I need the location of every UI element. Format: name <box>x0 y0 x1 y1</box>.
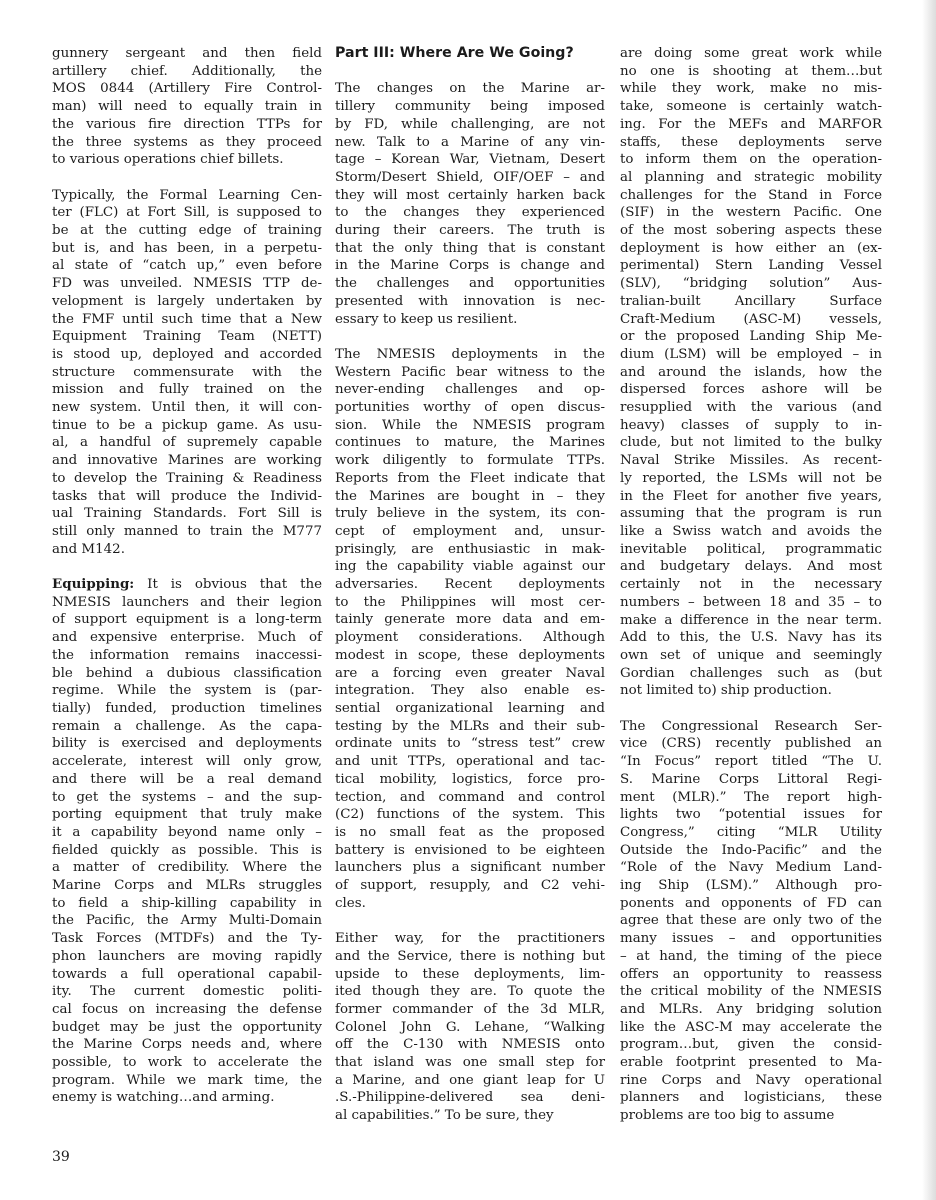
text-line: own set of unique and seemingly <box>620 647 882 663</box>
body-paragraph <box>52 576 322 1107</box>
text-line: the critical mobility of the NMESIS <box>620 984 882 1000</box>
text-line: portunities worthy of open discus- <box>335 400 605 416</box>
text-line: offers an opportunity to reassess <box>620 966 882 982</box>
text-line: NMESIS launchers and their legion <box>52 594 322 610</box>
text-line: they will most certainly harken back <box>335 187 605 203</box>
text-line: dium (LSM) will be employed – in <box>620 346 882 362</box>
text-line: it a capability beyond name only – <box>52 824 322 840</box>
text-line: The Congressional Research Ser- <box>620 718 882 734</box>
text-line: is no small feat as the proposed <box>335 824 605 840</box>
text-line: Reports from the Fleet indicate that <box>335 470 605 486</box>
text-line: still only manned to train the M777 <box>52 523 322 539</box>
text-line: clude, but not limited to the bulky <box>620 435 882 451</box>
text-line: cal focus on increasing the defense <box>52 1001 322 1017</box>
text-line: problems are too big to assume <box>620 1108 835 1124</box>
text-line: to inform them on the operation- <box>620 152 882 168</box>
text-line: tinue to be a pickup game. As usu- <box>52 417 322 433</box>
text-line: agree that these are only two of the <box>620 913 882 929</box>
text-line: make a difference in the near term. <box>620 612 882 628</box>
text-line: Marine Corps and MLRs struggles <box>52 878 322 894</box>
text-line: to get the systems – and the sup- <box>52 789 322 805</box>
text-line: rine Corps and Navy operational <box>620 1072 882 1088</box>
text-line: ing. For the MEFs and MARFOR <box>620 116 882 132</box>
text-line: work diligently to formulate TTPs. <box>335 453 605 469</box>
text-line: ited though they are. To quote the <box>335 984 605 1000</box>
text-line: heavy) classes of supply to in- <box>620 417 882 433</box>
text-line: many issues – and opportunities <box>620 931 882 947</box>
text-line: tection, and command and control <box>335 789 605 805</box>
text-line: the FMF until such time that a New <box>52 311 322 327</box>
text-line: the various fire direction TTPs for <box>52 116 322 132</box>
text-line: presented with innovation is nec- <box>335 293 605 309</box>
text-line: and unit TTPs, operational and tac- <box>335 754 605 770</box>
text-line: never-ending challenges and op- <box>335 382 605 398</box>
text-line: Gordian challenges such as (but <box>620 665 882 681</box>
text-line: mission and fully trained on the <box>52 382 322 398</box>
body-paragraph <box>620 718 882 1125</box>
text-line: Task Forces (MTDFs) and the Ty- <box>52 931 322 947</box>
text-line: ble behind a dubious classification <box>52 665 322 681</box>
text-line: to the changes they experienced <box>335 205 605 221</box>
text-line: by FD, while challenging, are not <box>335 116 605 132</box>
text-line: numbers – between 18 and 35 – to <box>620 594 882 610</box>
text-line: (SLV), “bridging solution” Aus- <box>620 276 882 292</box>
text-line: ity. The current domestic politi- <box>52 984 322 1000</box>
text-line: Either way, for the practitioners <box>335 931 605 947</box>
text-line: be at the cutting edge of training <box>52 223 322 239</box>
text-line: al state of “catch up,” even before <box>52 258 322 274</box>
text-line: resupplied with the various (and <box>620 400 882 416</box>
section-heading: Part III: Where Are We Going? <box>335 45 574 61</box>
text-line: continues to mature, the Marines <box>335 435 605 451</box>
text-line: Add to this, the U.S. Navy has its <box>620 630 882 646</box>
text-line: ordinate units to “stress test” crew <box>335 736 605 752</box>
text-line: cles. <box>335 895 366 911</box>
text-line: program…but, given the consid- <box>620 1037 882 1053</box>
text-line: perimental) Stern Landing Vessel <box>620 258 882 274</box>
text-line: remain a challenge. As the capa- <box>52 718 322 734</box>
text-line: and M142. <box>52 541 125 557</box>
text-line: like the ASC-M may accelerate the <box>620 1019 882 1035</box>
text-line: or the proposed Landing Ship Me- <box>620 329 882 345</box>
text-line: new. Talk to a Marine of any vin- <box>335 134 605 150</box>
text-line: that island was one small step for <box>335 1055 605 1071</box>
text-line: tillery community being imposed <box>335 99 605 115</box>
text-line: during their careers. The truth is <box>335 223 605 239</box>
text-line: tralian-built Ancillary Surface <box>620 293 882 309</box>
text-line: towards a full operational capabil- <box>52 966 322 982</box>
text-line: cept of employment and, unsur- <box>335 523 605 539</box>
text-line: assuming that the program is run <box>620 506 882 522</box>
text-line: prisingly, are enthusiastic in mak- <box>335 541 605 557</box>
text-line: are doing some great work while <box>620 46 882 61</box>
text-line: al capabilities.” To be sure, they <box>335 1108 554 1124</box>
text-line: and budgetary delays. And most <box>620 559 882 575</box>
text-line: challenges for the Stand in Force <box>620 187 882 203</box>
text-line: the three systems as they proceed <box>52 134 322 150</box>
text-line: launchers plus a significant number <box>335 860 605 876</box>
text-line: al planning and strategic mobility <box>620 169 882 185</box>
text-line: lights two “potential issues for <box>620 807 882 823</box>
text-line: ment (MLR).” The report high- <box>620 789 882 805</box>
text-line: ual Training Standards. Fort Sill is <box>52 506 322 522</box>
text-line: a matter of credibility. Where the <box>52 860 322 876</box>
text-line: in the Fleet for another five years, <box>620 488 882 504</box>
text-line: (C2) functions of the system. This <box>335 807 605 823</box>
text-line: ter (FLC) at Fort Sill, is supposed to <box>52 205 322 221</box>
text-line: artillery chief. Additionally, the <box>52 63 322 79</box>
text-line: velopment is largely undertaken by <box>52 293 322 309</box>
text-line: porting equipment that truly make <box>52 807 322 823</box>
text-line: bility is exercised and deployments <box>52 736 322 752</box>
text-line: S. Marine Corps Littoral Regi- <box>620 771 882 787</box>
text-line: regime. While the system is (par- <box>52 683 322 699</box>
text-line: to field a ship-killing capability in <box>52 895 322 911</box>
text-line: of the most sobering aspects these <box>620 223 882 239</box>
body-paragraph <box>620 45 882 700</box>
text-line: to the Philippines will most cer- <box>335 594 605 610</box>
text-line: gunnery sergeant and then field <box>52 46 322 61</box>
text-line: ing Ship (LSM).” Although pro- <box>620 878 882 894</box>
text-line: is stood up, deployed and accorded <box>52 346 322 362</box>
text-line: and around the islands, how the <box>620 364 882 380</box>
page-number: 39 <box>52 1149 70 1165</box>
text-line: truly believe in the system, its con- <box>335 506 605 522</box>
text-line: accelerate, interest will only grow, <box>52 754 322 770</box>
text-line: “In Focus” report titled “The U. <box>620 754 882 770</box>
text-line: staffs, these deployments serve <box>620 134 882 150</box>
text-line: and the Service, there is nothing but <box>335 948 605 964</box>
text-line: a Marine, and one giant leap for U <box>335 1072 605 1088</box>
text-line: and MLRs. Any bridging solution <box>620 1001 882 1017</box>
text-line: in the Marine Corps is change and <box>335 258 605 274</box>
text-line: planners and logisticians, these <box>620 1090 882 1106</box>
text-line: new system. Until then, it will con- <box>52 400 322 416</box>
text-line: Congress,” citing “MLR Utility <box>620 824 882 840</box>
text-line: budget may be just the opportunity <box>52 1019 322 1035</box>
text-line: possible, to work to accelerate the <box>52 1055 322 1071</box>
text-line: phon launchers are moving rapidly <box>52 948 322 964</box>
text-line: battery is envisioned to be eighteen <box>335 842 605 858</box>
body-paragraph <box>52 187 322 559</box>
text-line: MOS 0844 (Artillery Fire Control- <box>52 81 322 97</box>
text-line: off the C-130 with NMESIS onto <box>335 1037 605 1053</box>
text-line: tage – Korean War, Vietnam, Desert <box>335 152 605 168</box>
text-line: the information remains inaccessi- <box>52 647 322 663</box>
text-line: ponents and opponents of FD can <box>620 895 882 911</box>
body-paragraph <box>52 45 322 169</box>
text-line: Typically, the Formal Learning Cen- <box>52 187 322 203</box>
text-line: man) will need to equally train in <box>52 99 322 115</box>
text-line: sion. While the NMESIS program <box>335 417 605 433</box>
text-line: “Role of the Navy Medium Land- <box>620 860 882 876</box>
column-left <box>52 45 322 1125</box>
text-line: former commander of the 3d MLR, <box>335 1001 605 1017</box>
text-line: tially) funded, production timelines <box>52 700 322 716</box>
text-line: Naval Strike Missiles. As recent- <box>620 453 882 469</box>
text-line: are a forcing even greater Naval <box>335 665 605 681</box>
text-line: of support equipment is a long-term <box>52 612 322 628</box>
text-line: Western Pacific bear witness to the <box>335 364 605 380</box>
text-line: Equipment Training Team (NETT) <box>52 329 322 345</box>
text-line: no one is shooting at them…but <box>620 63 882 79</box>
text-line: deployment is how either an (ex- <box>620 240 882 256</box>
text-line: the Pacific, the Army Multi-Domain <box>52 913 322 929</box>
text-line: The changes on the Marine ar- <box>335 81 605 97</box>
text-line: not limited to) ship production. <box>620 683 832 699</box>
text-line: and there will be a real demand <box>52 771 322 787</box>
text-line: fielded quickly as possible. This is <box>52 842 322 858</box>
text-line: while they work, make no mis- <box>620 81 882 97</box>
text-line: Storm/Desert Shield, OIF/OEF – and <box>335 169 605 185</box>
text-line: modest in scope, these deployments <box>335 647 605 663</box>
text-line: integration. They also enable es- <box>335 683 605 699</box>
text-line: The NMESIS deployments in the <box>335 346 605 362</box>
text-line: take, someone is certainly watch- <box>620 99 882 115</box>
text-line: Outside the Indo-Pacific” and the <box>620 842 882 858</box>
text-line: .S.-Philippine-delivered sea deni- <box>335 1090 605 1106</box>
text-line: essary to keep us resilient. <box>335 311 518 327</box>
text-line: Equipping: It is obvious that the <box>52 576 322 593</box>
text-line: ing the capability viable against our <box>335 559 605 575</box>
text-line: ployment considerations. Although <box>335 630 605 646</box>
text-line: that the only thing that is constant <box>335 240 605 256</box>
text-line: testing by the MLRs and their sub- <box>335 718 605 734</box>
page-edge-shadow <box>922 0 936 1200</box>
text-line: tical mobility, logistics, force pro- <box>335 771 605 787</box>
text-line: adversaries. Recent deployments <box>335 577 605 593</box>
text-line: enemy is watching…and arming. <box>52 1090 275 1106</box>
text-line: certainly not in the necessary <box>620 577 882 593</box>
paragraph-lead: Equipping: <box>52 576 135 593</box>
text-line: the Marines are bought in – they <box>335 488 605 504</box>
text-line: and innovative Marines are working <box>52 453 322 469</box>
text-line: of support, resupply, and C2 vehi- <box>335 878 605 894</box>
text-line: to develop the Training & Readiness <box>52 470 322 486</box>
text-line: like a Swiss watch and avoids the <box>620 523 882 539</box>
text-line: (SIF) in the western Pacific. One <box>620 205 882 221</box>
text-line: to various operations chief billets. <box>52 152 284 168</box>
text-line: al, a handful of supremely capable <box>52 435 322 451</box>
text-line: ly reported, the LSMs will not be <box>620 470 882 486</box>
text-line: dispersed forces ashore will be <box>620 382 882 398</box>
column-right <box>620 45 882 1143</box>
text-line: erable footprint presented to Ma- <box>620 1055 882 1071</box>
text-line: sential organizational learning and <box>335 700 605 716</box>
text-line: tasks that will produce the Individ- <box>52 488 322 504</box>
text-line: – at hand, the timing of the piece <box>620 948 882 964</box>
text-line: tainly generate more data and em- <box>335 612 605 628</box>
text-line: inevitable political, programmatic <box>620 541 882 557</box>
text-line: the challenges and opportunities <box>335 276 605 292</box>
text-line: upside to these deployments, lim- <box>335 966 605 982</box>
body-paragraph <box>335 346 605 913</box>
text-line: vice (CRS) recently published an <box>620 736 882 752</box>
text-line: but is, and has been, in a perpetu- <box>52 240 322 256</box>
text-line: Colonel John G. Lehane, “Walking <box>335 1019 605 1035</box>
body-paragraph <box>335 930 605 1125</box>
column-middle <box>335 45 605 1143</box>
text-line: and expensive enterprise. Much of <box>52 630 322 646</box>
text-line: structure commensurate with the <box>52 364 322 380</box>
text-line: program. While we mark time, the <box>52 1072 322 1088</box>
text-line: FD was unveiled. NMESIS TTP de- <box>52 276 322 292</box>
text-line: the Marine Corps needs and, where <box>52 1037 322 1053</box>
body-paragraph <box>335 80 605 328</box>
text-line: Craft-Medium (ASC-M) vessels, <box>620 311 882 327</box>
